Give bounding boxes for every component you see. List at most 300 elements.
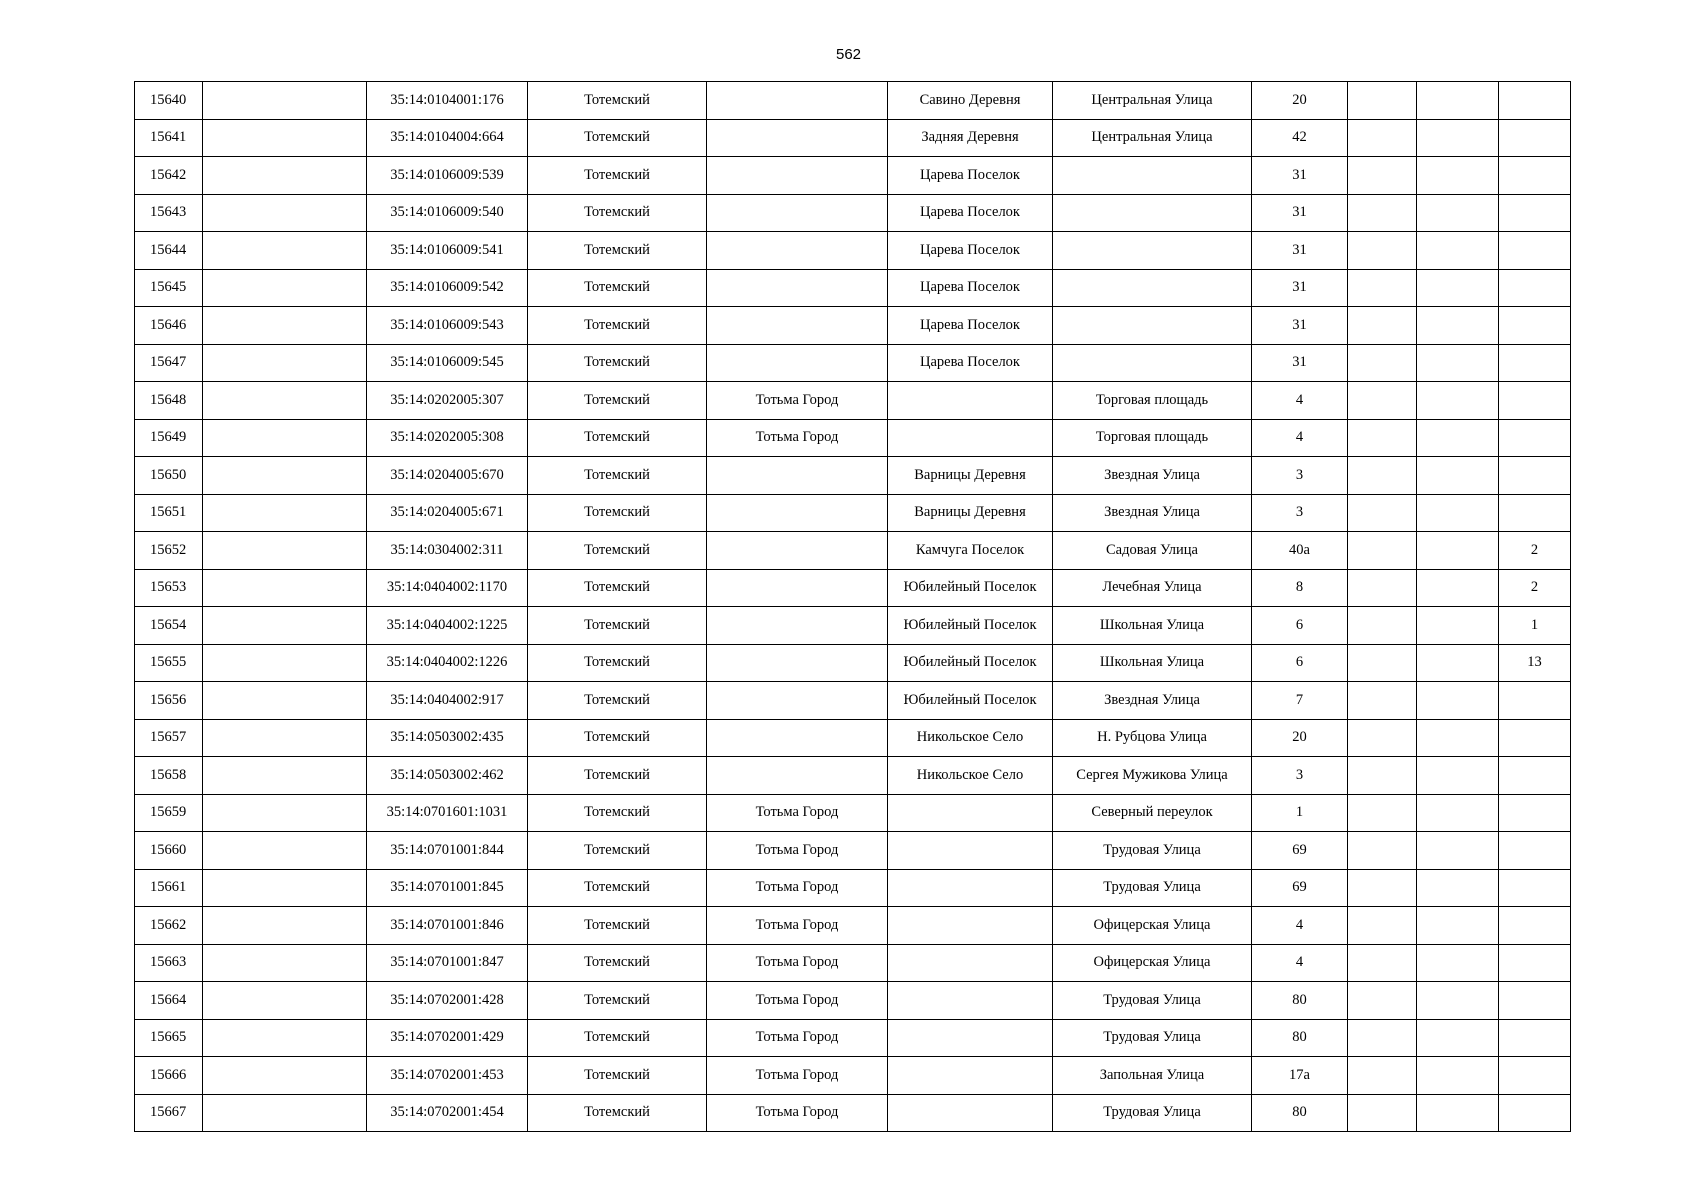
table-row: [135, 307, 1571, 345]
table-row: [135, 1019, 1571, 1057]
blank-cell: [203, 82, 367, 120]
settlement-cell: [888, 1019, 1053, 1057]
building-cell: [1348, 1094, 1417, 1132]
structure-cell: [1417, 532, 1499, 570]
building-cell: [1348, 419, 1417, 457]
structure-cell: [1417, 907, 1499, 945]
building-cell: [1348, 982, 1417, 1020]
cadastral-number-cell: 35:14:0106009:543: [367, 307, 528, 345]
structure-cell: [1417, 757, 1499, 795]
house-number-cell: 80: [1252, 1094, 1348, 1132]
structure-cell: [1417, 682, 1499, 720]
structure-cell: [1417, 344, 1499, 382]
settlement-cell: Царева Поселок: [888, 344, 1053, 382]
settlement-cell: Царева Поселок: [888, 232, 1053, 270]
settlement-cell: [888, 1094, 1053, 1132]
street-cell: Сергея Мужикова Улица: [1053, 757, 1252, 795]
blank-cell: [203, 457, 367, 495]
street-cell: Звездная Улица: [1053, 457, 1252, 495]
blank-cell: [203, 757, 367, 795]
house-number-cell: 3: [1252, 494, 1348, 532]
apartment-cell: [1499, 194, 1571, 232]
blank-cell: [203, 269, 367, 307]
cadastral-number-cell: 35:14:0404002:1226: [367, 644, 528, 682]
city-cell: [707, 457, 888, 495]
record-number-cell: 15647: [135, 344, 203, 382]
city-cell: [707, 494, 888, 532]
blank-cell: [203, 344, 367, 382]
blank-cell: [203, 682, 367, 720]
blank-cell: [203, 1019, 367, 1057]
structure-cell: [1417, 869, 1499, 907]
building-cell: [1348, 344, 1417, 382]
district-cell: Тотемский: [528, 607, 707, 645]
structure-cell: [1417, 419, 1499, 457]
page-number: 562: [835, 46, 862, 63]
district-cell: Тотемский: [528, 344, 707, 382]
settlement-cell: Юбилейный Поселок: [888, 644, 1053, 682]
apartment-cell: [1499, 419, 1571, 457]
table-row: [135, 269, 1571, 307]
structure-cell: [1417, 794, 1499, 832]
building-cell: [1348, 119, 1417, 157]
cadastral-number-cell: 35:14:0702001:453: [367, 1057, 528, 1095]
apartment-cell: [1499, 157, 1571, 195]
apartment-cell: [1499, 982, 1571, 1020]
apartment-cell: [1499, 1019, 1571, 1057]
city-cell: Тотьма Город: [707, 382, 888, 420]
city-cell: Тотьма Город: [707, 907, 888, 945]
cadastral-number-cell: 35:14:0202005:308: [367, 419, 528, 457]
building-cell: [1348, 794, 1417, 832]
settlement-cell: Царева Поселок: [888, 157, 1053, 195]
cadastral-number-cell: 35:14:0106009:545: [367, 344, 528, 382]
city-cell: [707, 757, 888, 795]
apartment-cell: 2: [1499, 532, 1571, 570]
street-cell: Звездная Улица: [1053, 494, 1252, 532]
record-number-cell: 15667: [135, 1094, 203, 1132]
cadastral-number-cell: 35:14:0204005:670: [367, 457, 528, 495]
street-cell: Трудовая Улица: [1053, 869, 1252, 907]
building-cell: [1348, 832, 1417, 870]
record-number-cell: 15665: [135, 1019, 203, 1057]
city-cell: [707, 232, 888, 270]
record-number-cell: 15663: [135, 944, 203, 982]
house-number-cell: 3: [1252, 457, 1348, 495]
apartment-cell: [1499, 232, 1571, 270]
city-cell: Тотьма Город: [707, 982, 888, 1020]
apartment-cell: 13: [1499, 644, 1571, 682]
house-number-cell: 42: [1252, 119, 1348, 157]
house-number-cell: 17а: [1252, 1057, 1348, 1095]
settlement-cell: [888, 944, 1053, 982]
street-cell: Северный переулок: [1053, 794, 1252, 832]
cadastral-number-cell: 35:14:0104004:664: [367, 119, 528, 157]
cadastral-number-cell: 35:14:0701001:846: [367, 907, 528, 945]
city-cell: Тотьма Город: [707, 794, 888, 832]
structure-cell: [1417, 457, 1499, 495]
structure-cell: [1417, 944, 1499, 982]
cadastral-number-cell: 35:14:0702001:428: [367, 982, 528, 1020]
blank-cell: [203, 1057, 367, 1095]
city-cell: Тотьма Город: [707, 1019, 888, 1057]
cadastral-number-cell: 35:14:0106009:542: [367, 269, 528, 307]
apartment-cell: [1499, 494, 1571, 532]
building-cell: [1348, 607, 1417, 645]
house-number-cell: 20: [1252, 82, 1348, 120]
street-cell: Садовая Улица: [1053, 532, 1252, 570]
city-cell: [707, 682, 888, 720]
building-cell: [1348, 907, 1417, 945]
street-cell: Н. Рубцова Улица: [1053, 719, 1252, 757]
table-row: [135, 119, 1571, 157]
record-number-cell: 15661: [135, 869, 203, 907]
apartment-cell: [1499, 794, 1571, 832]
house-number-cell: 6: [1252, 644, 1348, 682]
district-cell: Тотемский: [528, 1094, 707, 1132]
city-cell: [707, 532, 888, 570]
cadastral-number-cell: 35:14:0304002:311: [367, 532, 528, 570]
district-cell: Тотемский: [528, 532, 707, 570]
district-cell: Тотемский: [528, 382, 707, 420]
table-row: [135, 607, 1571, 645]
building-cell: [1348, 682, 1417, 720]
district-cell: Тотемский: [528, 82, 707, 120]
building-cell: [1348, 719, 1417, 757]
structure-cell: [1417, 494, 1499, 532]
city-cell: [707, 644, 888, 682]
structure-cell: [1417, 1019, 1499, 1057]
structure-cell: [1417, 832, 1499, 870]
table-row: [135, 232, 1571, 270]
city-cell: [707, 719, 888, 757]
house-number-cell: 3: [1252, 757, 1348, 795]
district-cell: Тотемский: [528, 982, 707, 1020]
cadastral-number-cell: 35:14:0702001:429: [367, 1019, 528, 1057]
street-cell: Торговая площадь: [1053, 419, 1252, 457]
structure-cell: [1417, 157, 1499, 195]
building-cell: [1348, 569, 1417, 607]
cadastral-number-cell: 35:14:0104001:176: [367, 82, 528, 120]
street-cell: [1053, 269, 1252, 307]
city-cell: [707, 307, 888, 345]
building-cell: [1348, 232, 1417, 270]
apartment-cell: [1499, 719, 1571, 757]
blank-cell: [203, 832, 367, 870]
city-cell: Тотьма Город: [707, 1057, 888, 1095]
structure-cell: [1417, 307, 1499, 345]
street-cell: [1053, 344, 1252, 382]
city-cell: [707, 607, 888, 645]
blank-cell: [203, 869, 367, 907]
street-cell: Центральная Улица: [1053, 119, 1252, 157]
structure-cell: [1417, 194, 1499, 232]
record-number-cell: 15648: [135, 382, 203, 420]
building-cell: [1348, 382, 1417, 420]
table-row: [135, 719, 1571, 757]
blank-cell: [203, 719, 367, 757]
table-row: [135, 419, 1571, 457]
settlement-cell: [888, 419, 1053, 457]
building-cell: [1348, 82, 1417, 120]
cadastral-number-cell: 35:14:0701601:1031: [367, 794, 528, 832]
structure-cell: [1417, 82, 1499, 120]
street-cell: [1053, 157, 1252, 195]
structure-cell: [1417, 232, 1499, 270]
settlement-cell: Юбилейный Поселок: [888, 569, 1053, 607]
settlement-cell: Варницы Деревня: [888, 494, 1053, 532]
house-number-cell: 69: [1252, 832, 1348, 870]
city-cell: [707, 344, 888, 382]
cadastral-number-cell: 35:14:0106009:541: [367, 232, 528, 270]
cadastral-number-cell: 35:14:0202005:307: [367, 382, 528, 420]
city-cell: Тотьма Город: [707, 1094, 888, 1132]
record-number-cell: 15656: [135, 682, 203, 720]
city-cell: Тотьма Город: [707, 944, 888, 982]
district-cell: Тотемский: [528, 794, 707, 832]
district-cell: Тотемский: [528, 1019, 707, 1057]
record-number-cell: 15645: [135, 269, 203, 307]
table-row: [135, 157, 1571, 195]
apartment-cell: [1499, 344, 1571, 382]
structure-cell: [1417, 719, 1499, 757]
settlement-cell: [888, 982, 1053, 1020]
settlement-cell: Юбилейный Поселок: [888, 607, 1053, 645]
district-cell: Тотемский: [528, 569, 707, 607]
settlement-cell: [888, 832, 1053, 870]
cadastral-number-cell: 35:14:0701001:847: [367, 944, 528, 982]
record-number-cell: 15659: [135, 794, 203, 832]
table-row: [135, 832, 1571, 870]
blank-cell: [203, 494, 367, 532]
street-cell: Офицерская Улица: [1053, 944, 1252, 982]
apartment-cell: [1499, 382, 1571, 420]
house-number-cell: 40а: [1252, 532, 1348, 570]
blank-cell: [203, 794, 367, 832]
house-number-cell: 4: [1252, 382, 1348, 420]
settlement-cell: Савино Деревня: [888, 82, 1053, 120]
table-row: [135, 982, 1571, 1020]
district-cell: Тотемский: [528, 682, 707, 720]
cadastral-number-cell: 35:14:0106009:539: [367, 157, 528, 195]
apartment-cell: [1499, 682, 1571, 720]
settlement-cell: Царева Поселок: [888, 307, 1053, 345]
building-cell: [1348, 644, 1417, 682]
house-number-cell: 31: [1252, 344, 1348, 382]
record-number-cell: 15650: [135, 457, 203, 495]
building-cell: [1348, 532, 1417, 570]
house-number-cell: 6: [1252, 607, 1348, 645]
settlement-cell: Никольское Село: [888, 719, 1053, 757]
cadastral-number-cell: 35:14:0404002:1170: [367, 569, 528, 607]
city-cell: [707, 569, 888, 607]
settlement-cell: Варницы Деревня: [888, 457, 1053, 495]
street-cell: Лечебная Улица: [1053, 569, 1252, 607]
street-cell: Офицерская Улица: [1053, 907, 1252, 945]
blank-cell: [203, 157, 367, 195]
record-number-cell: 15660: [135, 832, 203, 870]
record-number-cell: 15649: [135, 419, 203, 457]
table-row: [135, 757, 1571, 795]
house-number-cell: 80: [1252, 982, 1348, 1020]
house-number-cell: 4: [1252, 907, 1348, 945]
district-cell: Тотемский: [528, 1057, 707, 1095]
city-cell: [707, 119, 888, 157]
blank-cell: [203, 307, 367, 345]
table-row: [135, 794, 1571, 832]
city-cell: [707, 269, 888, 307]
house-number-cell: 1: [1252, 794, 1348, 832]
district-cell: Тотемский: [528, 119, 707, 157]
blank-cell: [203, 607, 367, 645]
apartment-cell: [1499, 269, 1571, 307]
house-number-cell: 4: [1252, 419, 1348, 457]
house-number-cell: 31: [1252, 157, 1348, 195]
structure-cell: [1417, 569, 1499, 607]
structure-cell: [1417, 607, 1499, 645]
blank-cell: [203, 907, 367, 945]
apartment-cell: [1499, 307, 1571, 345]
house-number-cell: 69: [1252, 869, 1348, 907]
record-number-cell: 15655: [135, 644, 203, 682]
district-cell: Тотемский: [528, 944, 707, 982]
record-number-cell: 15646: [135, 307, 203, 345]
table-row: [135, 644, 1571, 682]
house-number-cell: 31: [1252, 232, 1348, 270]
apartment-cell: [1499, 119, 1571, 157]
street-cell: Школьная Улица: [1053, 607, 1252, 645]
settlement-cell: Царева Поселок: [888, 194, 1053, 232]
apartment-cell: [1499, 907, 1571, 945]
building-cell: [1348, 157, 1417, 195]
district-cell: Тотемский: [528, 832, 707, 870]
building-cell: [1348, 869, 1417, 907]
settlement-cell: Задняя Деревня: [888, 119, 1053, 157]
district-cell: Тотемский: [528, 494, 707, 532]
blank-cell: [203, 569, 367, 607]
blank-cell: [203, 232, 367, 270]
building-cell: [1348, 757, 1417, 795]
settlement-cell: [888, 794, 1053, 832]
building-cell: [1348, 944, 1417, 982]
table-row: [135, 494, 1571, 532]
blank-cell: [203, 194, 367, 232]
settlement-cell: [888, 382, 1053, 420]
table-row: [135, 869, 1571, 907]
record-number-cell: 15643: [135, 194, 203, 232]
table-row: [135, 532, 1571, 570]
city-cell: Тотьма Город: [707, 419, 888, 457]
building-cell: [1348, 307, 1417, 345]
district-cell: Тотемский: [528, 869, 707, 907]
house-number-cell: 4: [1252, 944, 1348, 982]
settlement-cell: [888, 907, 1053, 945]
city-cell: Тотьма Город: [707, 832, 888, 870]
apartment-cell: [1499, 1094, 1571, 1132]
table-row: [135, 194, 1571, 232]
house-number-cell: 31: [1252, 194, 1348, 232]
cadastral-number-cell: 35:14:0702001:454: [367, 1094, 528, 1132]
table-row: [135, 382, 1571, 420]
record-number-cell: 15666: [135, 1057, 203, 1095]
record-number-cell: 15652: [135, 532, 203, 570]
district-cell: Тотемский: [528, 232, 707, 270]
structure-cell: [1417, 1094, 1499, 1132]
street-cell: Школьная Улица: [1053, 644, 1252, 682]
street-cell: Звездная Улица: [1053, 682, 1252, 720]
cadastral-number-cell: 35:14:0404002:917: [367, 682, 528, 720]
blank-cell: [203, 644, 367, 682]
city-cell: Тотьма Город: [707, 869, 888, 907]
record-number-cell: 15658: [135, 757, 203, 795]
building-cell: [1348, 1019, 1417, 1057]
city-cell: [707, 82, 888, 120]
district-cell: Тотемский: [528, 307, 707, 345]
street-cell: Центральная Улица: [1053, 82, 1252, 120]
settlement-cell: Камчуга Поселок: [888, 532, 1053, 570]
district-cell: Тотемский: [528, 157, 707, 195]
record-number-cell: 15644: [135, 232, 203, 270]
record-number-cell: 15664: [135, 982, 203, 1020]
cadastral-number-cell: 35:14:0404002:1225: [367, 607, 528, 645]
table-row: [135, 569, 1571, 607]
settlement-cell: Юбилейный Поселок: [888, 682, 1053, 720]
structure-cell: [1417, 269, 1499, 307]
street-cell: Торговая площадь: [1053, 382, 1252, 420]
house-number-cell: 31: [1252, 269, 1348, 307]
building-cell: [1348, 194, 1417, 232]
building-cell: [1348, 269, 1417, 307]
apartment-cell: [1499, 832, 1571, 870]
record-number-cell: 15662: [135, 907, 203, 945]
blank-cell: [203, 119, 367, 157]
house-number-cell: 20: [1252, 719, 1348, 757]
record-number-cell: 15641: [135, 119, 203, 157]
district-cell: Тотемский: [528, 644, 707, 682]
blank-cell: [203, 382, 367, 420]
blank-cell: [203, 982, 367, 1020]
record-number-cell: 15640: [135, 82, 203, 120]
city-cell: [707, 157, 888, 195]
apartment-cell: [1499, 1057, 1571, 1095]
apartment-cell: 2: [1499, 569, 1571, 607]
structure-cell: [1417, 382, 1499, 420]
settlement-cell: Царева Поселок: [888, 269, 1053, 307]
apartment-cell: 1: [1499, 607, 1571, 645]
house-number-cell: 7: [1252, 682, 1348, 720]
district-cell: Тотемский: [528, 457, 707, 495]
record-number-cell: 15653: [135, 569, 203, 607]
cadastral-number-cell: 35:14:0701001:844: [367, 832, 528, 870]
table-row: [135, 682, 1571, 720]
settlement-cell: [888, 869, 1053, 907]
district-cell: Тотемский: [528, 194, 707, 232]
settlement-cell: Никольское Село: [888, 757, 1053, 795]
blank-cell: [203, 944, 367, 982]
street-cell: Трудовая Улица: [1053, 832, 1252, 870]
structure-cell: [1417, 1057, 1499, 1095]
table-row: [135, 1057, 1571, 1095]
district-cell: Тотемский: [528, 907, 707, 945]
street-cell: Запольная Улица: [1053, 1057, 1252, 1095]
table-row: [135, 907, 1571, 945]
house-number-cell: 31: [1252, 307, 1348, 345]
blank-cell: [203, 1094, 367, 1132]
record-number-cell: 15642: [135, 157, 203, 195]
table-row: [135, 344, 1571, 382]
district-cell: Тотемский: [528, 757, 707, 795]
table-row: [135, 457, 1571, 495]
